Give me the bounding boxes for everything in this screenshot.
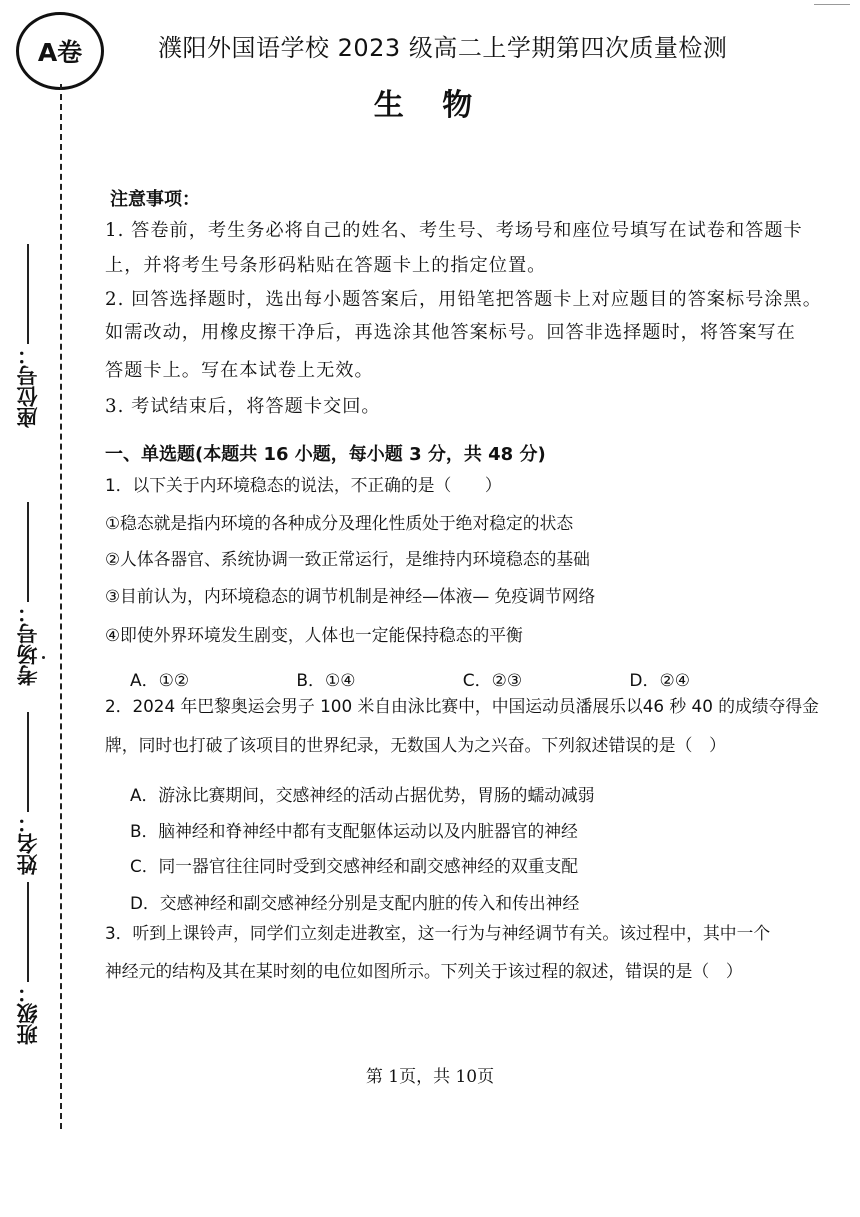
student-name-label: 姓名：: [16, 812, 40, 875]
page-number: 第 1页，共 10页: [365, 1067, 495, 1087]
student-name-blank[interactable]: [27, 712, 29, 812]
q2-stem-line: 2．2024 年巴黎奥运会男子 100 米自由泳比赛中，中国运动员潘展乐以46 秒 40 的成绩夺得金: [105, 696, 819, 716]
q1-statement: ②人体各器官、系统协调一致正常运行，是维持内环境稳态的基础: [105, 549, 590, 569]
paper-version-badge: A卷: [16, 12, 104, 90]
exam-title: 濮阳外国语学校 2023 级高二上学期第四次质量检测: [158, 34, 728, 62]
notice-line: 上，并将考生号条形码粘贴在答题卡上的指定位置。: [105, 255, 547, 276]
seat-number-label: 座位号：: [16, 344, 40, 428]
q2-stem-line: 牌，同时也打破了该项目的世界纪录，无数国人为之兴奋。下列叙述错误的是（ ）: [105, 735, 726, 755]
subject-title: 生 物: [373, 88, 487, 123]
q1-statement: ③目前认为，内环境稳态的调节机制是神经—体液— 免疫调节网络: [105, 586, 596, 606]
q1-options: [130, 666, 690, 691]
notice-line: 答题卡上。写在本试卷上无效。: [105, 360, 374, 381]
student-name-field[interactable]: [6, 710, 50, 875]
q1-statement: ④即使外界环境发生剧变，人体也一定能保持稳态的平衡: [105, 625, 523, 645]
q1-statement: ①稳态就是指内环境的各种成分及理化性质处于绝对稳定的状态: [105, 513, 574, 533]
class-field[interactable]: [6, 880, 50, 1045]
notice-line: 3. 考试结束后，将答题卡交回。: [105, 396, 381, 417]
notice-line: 如需改动，用橡皮擦干净后，再选涂其他答案标号。回答非选择题时，将答案写在: [105, 322, 796, 343]
q1-option-c[interactable]: C．②③: [462, 671, 523, 691]
q3-stem-line: 神经元的结构及其在某时刻的电位如图所示。下列关于该过程的叙述，错误的是（ ）: [105, 961, 743, 981]
q2-option-a[interactable]: A．游泳比赛期间，交感神经的活动占据优势，胃肠的蠕动减弱: [130, 785, 595, 805]
q2-option-d[interactable]: D．交感神经和副交感神经分别是支配内脏的传入和传出神经: [130, 893, 580, 913]
q1-stem: 1．以下关于内环境稳态的说法，不正确的是（ ）: [105, 475, 502, 495]
notice-line: 1. 答卷前，考生务必将自己的姓名、考生号、考场号和座位号填写在试卷和答题卡: [105, 220, 803, 241]
scan-edge-mark: [814, 4, 850, 5]
notice-line: 2. 回答选择题时，选出每小题答案后，用铅笔把答题卡上对应题目的答案标号涂黑。: [105, 289, 822, 310]
q1-option-a[interactable]: A．①②: [130, 671, 190, 691]
exam-room-blank[interactable]: [27, 502, 29, 602]
q1-option-d[interactable]: D．②④: [629, 671, 690, 691]
section-heading: 一、单选题(本题共 16 小题，每小题 3 分，共 48 分): [105, 444, 546, 465]
q2-option-c[interactable]: C．同一器官往往同时受到交感神经和副交感神经的双重支配: [130, 856, 579, 876]
exam-room-label: 考场号：: [16, 602, 40, 686]
notice-heading: 注意事项：: [110, 189, 200, 210]
seat-number-field[interactable]: [6, 242, 50, 428]
binding-dashed-line: [60, 84, 62, 1129]
margin-dot: [42, 656, 45, 659]
class-label: 班级：: [16, 982, 40, 1045]
q2-option-b[interactable]: B．脑神经和脊神经中都有支配躯体运动以及内脏器官的神经: [130, 821, 578, 841]
q1-option-b[interactable]: B．①④: [296, 671, 356, 691]
class-blank[interactable]: [27, 882, 29, 982]
seat-number-blank[interactable]: [27, 244, 29, 344]
q3-stem-line: 3．听到上课铃声，同学们立刻走进教室，这一行为与神经调节有关。该过程中，其中一个: [105, 923, 771, 943]
